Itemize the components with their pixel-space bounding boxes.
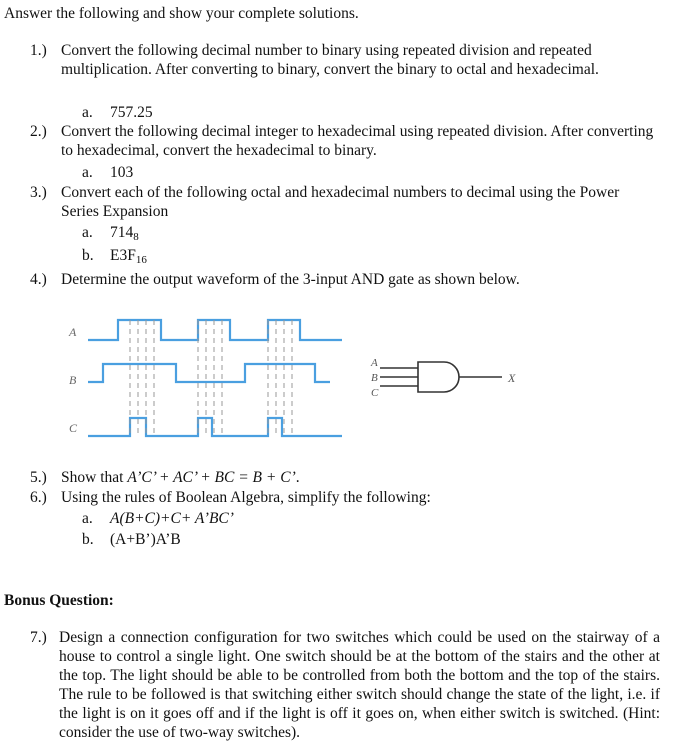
timing-guides <box>130 320 292 436</box>
question-text: Convert the following decimal integer to hexadecimal using repeated division. After converting to hexadecimal, convert the hexadecimal to binary. <box>61 123 654 159</box>
question-text: Using the rules of Boolean Algebra, simplify the following: <box>61 489 431 506</box>
question-6-sub-b <box>82 530 181 549</box>
sub-value: A(B+C)+C+ A’BC’ <box>110 510 234 527</box>
question-3-sub-a <box>82 223 139 242</box>
sub-value: 714 <box>110 224 134 241</box>
question-5 <box>30 468 670 487</box>
sub-value: (A+B’)A’B <box>110 531 181 548</box>
sub-label: a. <box>82 510 93 527</box>
question-4 <box>30 270 670 289</box>
sub-label: a. <box>82 224 93 241</box>
question-number: 2.) <box>30 123 47 140</box>
question-text: Determine the output waveform of the 3-input AND gate as shown below. <box>61 271 520 288</box>
waveform-label-b: B <box>69 373 77 387</box>
question-number: 4.) <box>30 271 47 288</box>
question-3 <box>30 183 670 221</box>
question-text-post: . <box>295 469 300 486</box>
gate-input-b: B <box>371 372 378 384</box>
question-text: Design a connection configuration for two switches which could be used on the stairway of a house to control a single light. One switch should be at the bottom of the stairs and the other at the top. The light should be able to be controlled from both the bottom and the top of the stairs. The rule to be followed is that switching either switch should change the state of the light, i.e. if the light is on it goes off and if the light is off it goes on, when either switch is switched. (Hint: consider the use of two-way switches). <box>59 629 660 741</box>
question-3-sub-b <box>82 246 147 265</box>
question-number: 3.) <box>30 184 47 201</box>
question-6 <box>30 488 670 507</box>
sub-value: 103 <box>110 164 134 181</box>
instructions: Answer the following and show your complete solutions. <box>4 5 359 22</box>
question-number: 6.) <box>30 489 47 506</box>
bonus-heading: Bonus Question: <box>4 592 114 609</box>
sub-value: E3F <box>110 247 136 264</box>
question-text <box>61 468 670 487</box>
gate-output-x: X <box>508 371 516 385</box>
and-gate <box>380 362 502 392</box>
question-text-pre: Show that <box>61 469 128 486</box>
gate-input-a: A <box>371 357 378 369</box>
question-2-sub-a <box>82 163 133 182</box>
base-subscript: 8 <box>133 231 139 243</box>
waveform-label-c: C <box>69 421 78 435</box>
question-number: 5.) <box>30 469 47 486</box>
sub-label: b. <box>82 531 94 548</box>
waveform-b <box>88 364 330 382</box>
question-6-sub-a <box>82 509 234 528</box>
question-1-sub-a <box>82 103 153 122</box>
sub-label: a. <box>82 164 93 181</box>
question-1 <box>30 41 670 79</box>
sub-label: a. <box>82 104 93 121</box>
waveform-c <box>88 418 342 436</box>
boolean-expression: A’C’ + AC’ + BC = B + C’ <box>127 469 296 486</box>
question-7 <box>30 628 660 742</box>
question-number: 7.) <box>30 629 47 646</box>
question-text: Convert each of the following octal and hexadecimal numbers to decimal using the Power Series Expansion <box>61 184 620 220</box>
waveform-label-a: A <box>69 325 77 339</box>
question-text: Convert the following decimal number to binary using repeated division and repeated multiplication. After converting to binary, convert the binary to octal and hexadecimal. <box>61 42 599 78</box>
sub-label: b. <box>82 247 94 264</box>
waveform-a <box>88 320 342 340</box>
question-number: 1.) <box>30 42 47 59</box>
question-2 <box>30 122 670 160</box>
base-subscript: 16 <box>135 254 147 266</box>
gate-input-c: C <box>371 387 379 399</box>
sub-value: 757.25 <box>110 104 153 121</box>
